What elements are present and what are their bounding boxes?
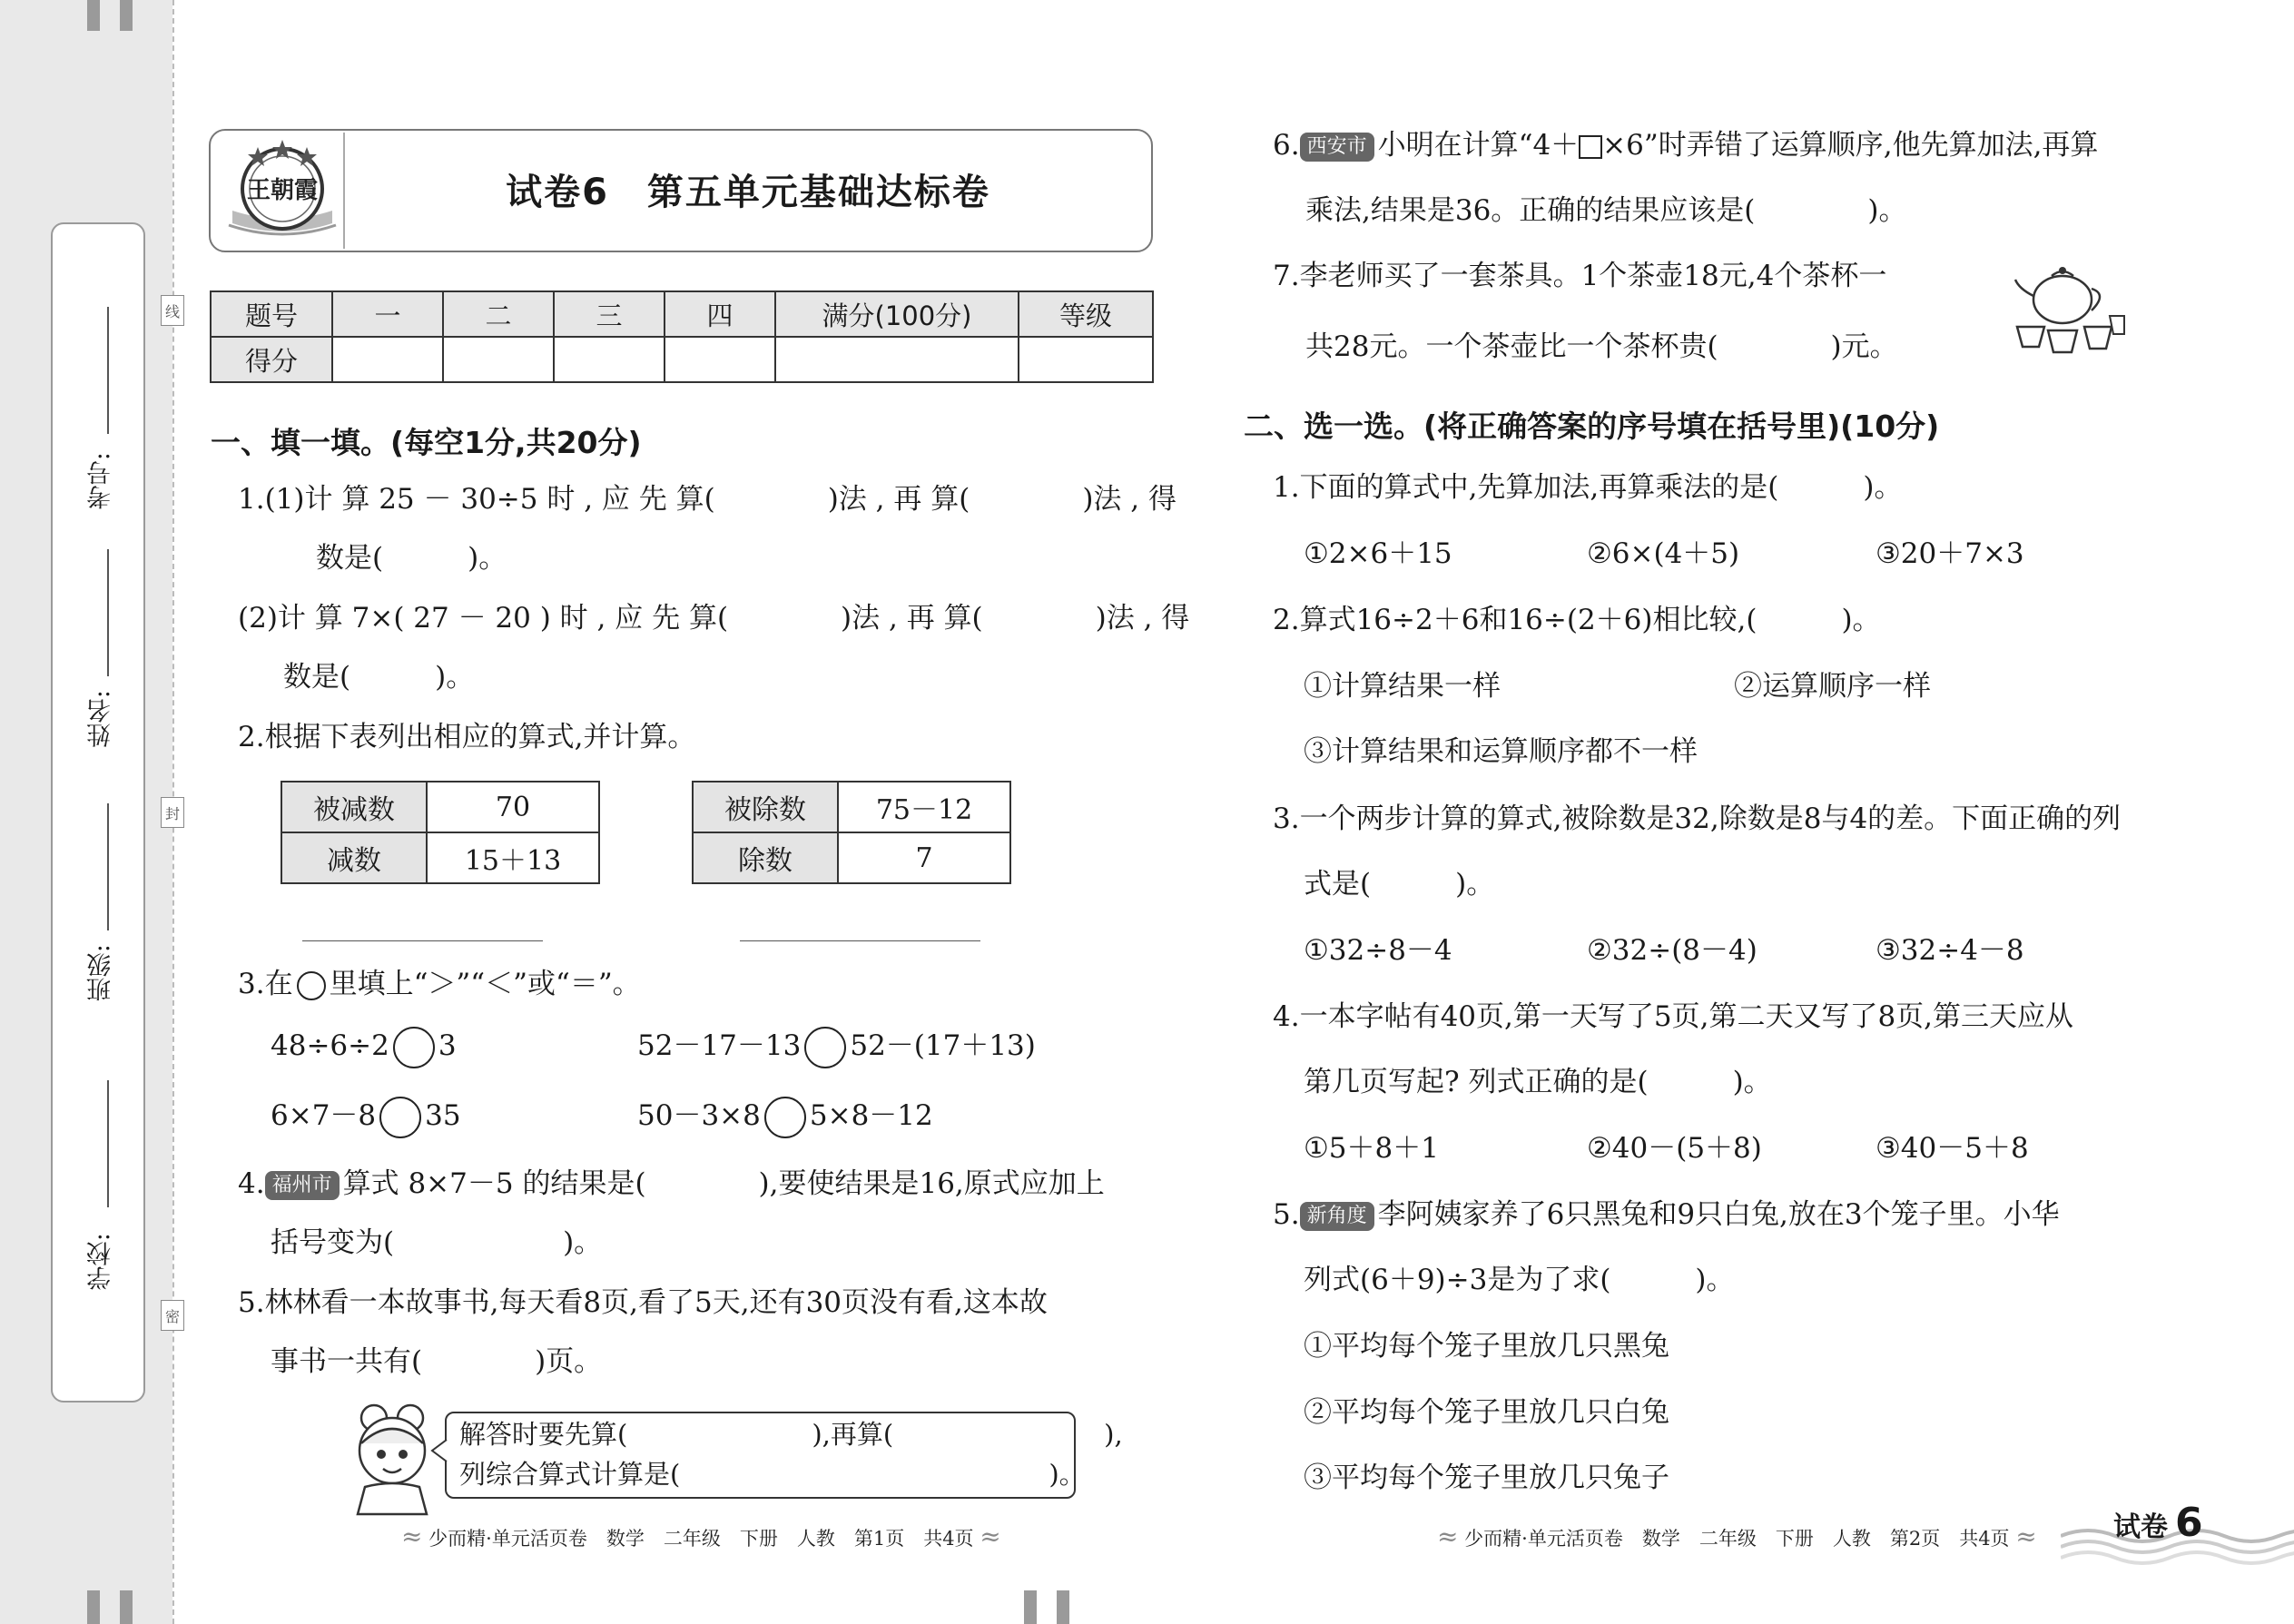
choice-3-option-1[interactable]: ①32÷8－4 — [1304, 934, 1452, 967]
section-2-heading: 二、选一选。(将正确答案的序号填在括号里)(10分) — [1244, 408, 1940, 444]
table-value: 70 — [427, 782, 599, 832]
score-cell[interactable] — [665, 337, 775, 382]
table-label: 被除数 — [693, 782, 838, 832]
binding-mark — [87, 1590, 100, 1624]
cut-mark-secret: 密 — [161, 1300, 184, 1331]
question-7-line-1: 7.李老师买了一套茶具。1个茶壶18元,4个茶杯一 — [1273, 260, 1887, 292]
question-1a-line-2: 数是( )。 — [316, 542, 507, 575]
square-box-icon — [1579, 135, 1602, 159]
score-table — [210, 290, 1154, 383]
page-title: 试卷6 第五单元基础达标卷 — [506, 172, 990, 213]
choice-3-option-2[interactable]: ②32÷(8－4) — [1587, 934, 1757, 967]
score-header: 三 — [554, 291, 665, 337]
fill-line — [107, 803, 109, 930]
choice-2-option-3[interactable]: ③计算结果和运算顺序都不一样 — [1304, 735, 1698, 768]
left-footer — [401, 1521, 1001, 1551]
school-logo-emblem — [223, 136, 341, 243]
choice-4-option-1[interactable]: ①5＋8＋1 — [1304, 1132, 1439, 1165]
question-number: 6. — [1273, 129, 1300, 162]
answer-line[interactable] — [302, 940, 543, 941]
question-3-text: 里填上“＞”“＜”或“＝”。 — [329, 968, 641, 1000]
compare-left: 6×7－8 — [271, 1099, 377, 1132]
choice-5-line-1 — [1273, 1195, 2060, 1235]
question-2: 2.根据下表列出相应的算式,并计算。 — [238, 721, 696, 753]
fill-line — [107, 1080, 109, 1207]
fill-line — [107, 307, 109, 434]
choice-4-line-2: 第几页写起? 列式正确的是( )。 — [1304, 1066, 1772, 1098]
question-5-line-2: 事书一共有( )页。 — [271, 1345, 603, 1378]
compare-2 — [637, 1026, 1036, 1068]
name-label: 姓名: — [87, 690, 115, 748]
binding-mark — [120, 1590, 133, 1624]
paper-badge — [2113, 1500, 2203, 1546]
compare-right: 5×8－12 — [809, 1099, 933, 1132]
score-header: 二 — [443, 291, 554, 337]
circle-icon — [297, 971, 326, 1000]
division-table — [692, 781, 1011, 884]
choice-2-option-1[interactable]: ①计算结果一样 — [1304, 670, 1501, 703]
score-cell[interactable] — [775, 337, 1019, 382]
footer-text: 少而精·单元活页卷 数学 二年级 下册 人教 第1页 共4页 — [428, 1528, 974, 1550]
choice-3-option-3[interactable]: ③32÷4－8 — [1876, 934, 2024, 967]
binding-mark — [1057, 1590, 1069, 1624]
compare-1 — [271, 1026, 457, 1068]
question-3-prefix: 3.在 — [238, 968, 293, 1000]
table-label: 减数 — [281, 832, 427, 883]
choice-5-option-1[interactable]: ①平均每个笼子里放几只黑兔 — [1304, 1330, 1669, 1363]
question-6-text-b: ×6”时弄错了运算顺序,他先算加法,再算 — [1602, 129, 2099, 162]
school-label: 学校: — [87, 1233, 115, 1291]
table-label: 被减数 — [281, 782, 427, 832]
score-header: 等级 — [1019, 291, 1153, 337]
cut-mark-seal: 封 — [161, 797, 184, 828]
table-value: 15＋13 — [427, 832, 599, 883]
choice-5-option-3[interactable]: ③平均每个笼子里放几只兔子 — [1304, 1462, 1669, 1494]
score-header: 满分(100分) — [775, 291, 1019, 337]
footer-text: 少而精·单元活页卷 数学 二年级 下册 人教 第2页 共4页 — [1464, 1528, 2010, 1550]
teapot-illustration — [2008, 261, 2126, 359]
fill-line — [107, 549, 109, 676]
score-header: 题号 — [211, 291, 332, 337]
bubble-tail-icon — [430, 1440, 448, 1462]
wave-icon: ≈ — [2015, 1521, 2037, 1551]
class-label: 班级: — [87, 944, 115, 1002]
compare-right: 35 — [425, 1099, 461, 1132]
compare-circle[interactable] — [804, 1027, 846, 1068]
question-number: 5. — [1273, 1198, 1300, 1231]
question-1a-line-1: 1.(1)计 算 25 － 30÷5 时 , 应 先 算( )法 , 再 算( )法 , 得 — [238, 483, 1177, 516]
choice-4-line-1: 4.一本字帖有40页,第一天写了5页,第二天又写了8页,第三天应从 — [1273, 1000, 2074, 1033]
hint-line-1: 解答时要先算( ),再算( ), — [459, 1419, 1123, 1450]
question-1b-line-1: (2)计 算 7×( 27 － 20 ) 时 , 应 先 算( )法 , 再 算( )法 , 得 — [238, 602, 1190, 635]
question-3 — [238, 964, 641, 1004]
compare-left: 50－3×8 — [637, 1099, 761, 1132]
compare-right: 3 — [438, 1029, 457, 1062]
question-5-line-1: 5.林林看一本故事书,每天看8页,看了5天,还有30页没有看,这本故 — [238, 1286, 1048, 1319]
table-value: 7 — [838, 832, 1010, 883]
badge-label: 试卷 — [2113, 1511, 2168, 1543]
hint-line-2: 列综合算式计算是( )。 — [459, 1459, 1086, 1490]
compare-left: 52－17－13 — [637, 1029, 802, 1062]
choice-1-option-2[interactable]: ②6×(4＋5) — [1587, 537, 1740, 570]
choice-5-line-2: 列式(6＋9)÷3是为了求( )。 — [1304, 1264, 1735, 1296]
binding-mark — [1024, 1590, 1037, 1624]
region-tag: 西安市 — [1300, 133, 1374, 162]
table-value: 75－12 — [838, 782, 1010, 832]
student-info-panel — [51, 222, 145, 1403]
wave-icon: ≈ — [1437, 1521, 1459, 1551]
binding-mark — [87, 0, 100, 31]
compare-circle[interactable] — [764, 1097, 806, 1138]
exam-number-label: 考号: — [87, 452, 115, 510]
wave-icon: ≈ — [401, 1521, 423, 1551]
score-cell[interactable] — [554, 337, 665, 382]
region-tag: 新角度 — [1300, 1202, 1374, 1231]
cut-mark-line: 线 — [161, 295, 184, 326]
score-cell[interactable] — [443, 337, 554, 382]
score-header: 一 — [332, 291, 443, 337]
question-6-line-2: 乘法,结果是36。正确的结果应该是( )。 — [1305, 194, 1907, 227]
section-1-heading: 一、填一填。(每空1分,共20分) — [211, 425, 642, 460]
wave-icon: ≈ — [980, 1521, 1001, 1551]
question-4-line-2: 括号变为( )。 — [271, 1226, 603, 1259]
compare-circle[interactable] — [379, 1097, 421, 1138]
question-4-line-1 — [238, 1164, 1105, 1204]
compare-left: 48÷6÷2 — [271, 1029, 389, 1062]
choice-2: 2.算式16÷2＋6和16÷(2＋6)相比较,( )。 — [1273, 604, 1881, 636]
answer-line[interactable] — [740, 940, 980, 941]
choice-2-option-2[interactable]: ②运算顺序一样 — [1734, 670, 1931, 703]
subtraction-table — [281, 781, 600, 884]
question-number: 4. — [238, 1167, 265, 1200]
choice-1-option-3[interactable]: ③20＋7×3 — [1876, 537, 2024, 570]
question-7-line-2: 共28元。一个茶壶比一个茶杯贵( )元。 — [1305, 330, 1898, 363]
badge-number: 6 — [2175, 1500, 2203, 1546]
question-1b-line-2: 数是( )。 — [283, 661, 475, 694]
compare-3 — [271, 1096, 461, 1138]
compare-circle[interactable] — [393, 1027, 435, 1068]
table-label: 除数 — [693, 832, 838, 883]
choice-4-option-2[interactable]: ②40－(5＋8) — [1587, 1132, 1762, 1165]
right-footer — [1437, 1521, 2037, 1551]
choice-5-option-2[interactable]: ②平均每个笼子里放几只白兔 — [1304, 1396, 1669, 1429]
question-4-text: 算式 8×7－5 的结果是( ),要使结果是16,原式应加上 — [342, 1167, 1105, 1200]
question-6-line-1 — [1273, 125, 2098, 165]
svg-text:王朝霞: 王朝霞 — [246, 177, 319, 204]
score-header: 四 — [665, 291, 775, 337]
compare-right: 52－(17＋13) — [850, 1029, 1036, 1062]
choice-1: 1.下面的算式中,先算加法,再算乘法的是( )。 — [1273, 471, 1903, 504]
choice-3-line-1: 3.一个两步计算的算式,被除数是32,除数是8与4的差。下面正确的列 — [1273, 802, 2122, 835]
score-cell[interactable] — [332, 337, 443, 382]
region-tag: 福州市 — [265, 1171, 340, 1200]
binding-mark — [120, 0, 133, 31]
choice-1-option-1[interactable]: ①2×6＋15 — [1304, 537, 1452, 570]
score-cell[interactable] — [1019, 337, 1153, 382]
choice-5-text: 李阿姨家养了6只黑兔和9只白兔,放在3个笼子里。小华 — [1377, 1198, 2060, 1231]
compare-4 — [637, 1096, 933, 1138]
score-row-label: 得分 — [211, 337, 332, 382]
choice-4-option-3[interactable]: ③40－5＋8 — [1876, 1132, 2029, 1165]
question-6-text-a: 小明在计算“4＋ — [1377, 129, 1580, 162]
choice-3-line-2: 式是( )。 — [1304, 868, 1495, 901]
